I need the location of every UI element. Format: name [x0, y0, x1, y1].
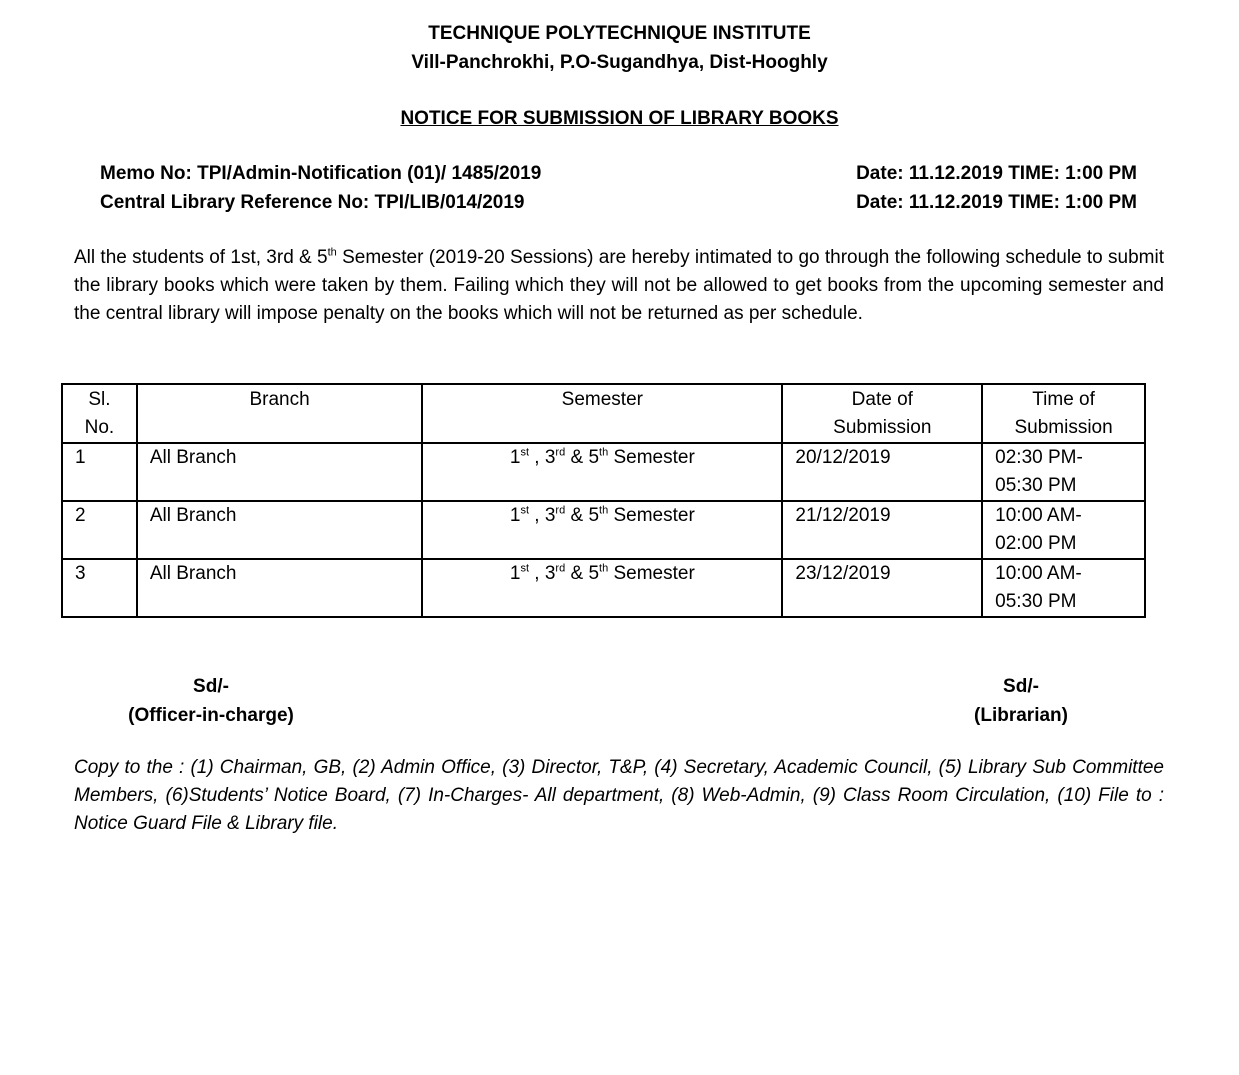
cell-semester: 1st , 3rd & 5th Semester	[422, 443, 782, 501]
signature-librarian	[936, 672, 1106, 730]
memo-number: Memo No: TPI/Admin-Notification (01)/ 1485/2019	[100, 163, 542, 184]
cell-branch: All Branch	[137, 443, 422, 501]
cell-time: 10:00 AM- 05:30 PM	[982, 559, 1145, 617]
cell-semester: 1st , 3rd & 5th Semester	[422, 501, 782, 559]
cell-sl-no: 1	[62, 443, 137, 501]
signature-role: (Librarian)	[974, 705, 1068, 726]
institute-address: Vill-Panchrokhi, P.O-Sugandhya, Dist-Hooghly	[411, 52, 828, 73]
signature-sd: Sd/-	[193, 676, 229, 697]
intro-superscript: th	[327, 246, 337, 259]
table-row	[62, 443, 1145, 501]
cell-date: 20/12/2019	[782, 443, 982, 501]
intro-text-rest: Semester (2019-20 Sessions) are hereby intimated to go through the following schedule to submit the library books which were taken by them. Failing which they will not be allowed to get books from the upcoming semester and the central library will impose penalty on the books which will not be returned as per schedule.	[74, 247, 1165, 324]
signature-role: (Officer-in-charge)	[128, 705, 294, 726]
memo-date-time: Date: 11.12.2019 TIME: 1:00 PM	[856, 163, 1137, 184]
copy-to-list: Copy to the : (1) Chairman, GB, (2) Admin Office, (3) Director, T&P, (4) Secretary, Academic Council, (5) Library Sub Committee Members, (6)Students’ Notice Board, (7) In-Charges- All department, (8) Web-Admin, (9) Class Room Circulation, (10) File to : Notice Guard File & Library file.	[74, 757, 1164, 834]
cell-date: 21/12/2019	[782, 501, 982, 559]
signature-officer-in-charge	[106, 672, 316, 730]
cell-time: 02:30 PM- 05:30 PM	[982, 443, 1145, 501]
table-header-row	[62, 384, 1145, 443]
library-reference-number: Central Library Reference No: TPI/LIB/014/2019	[100, 192, 525, 213]
cell-time: 10:00 AM- 02:00 PM	[982, 501, 1145, 559]
header-sl-no: Sl. No.	[62, 384, 137, 443]
header-branch: Branch	[137, 384, 422, 443]
header-semester: Semester	[422, 384, 782, 443]
cell-semester: 1st , 3rd & 5th Semester	[422, 559, 782, 617]
reference-date-time: Date: 11.12.2019 TIME: 1:00 PM	[856, 192, 1137, 213]
table-row	[62, 501, 1145, 559]
cell-sl-no: 3	[62, 559, 137, 617]
cell-date: 23/12/2019	[782, 559, 982, 617]
cell-branch: All Branch	[137, 559, 422, 617]
signature-sd: Sd/-	[1003, 676, 1039, 697]
intro-paragraph	[74, 244, 1164, 328]
submission-schedule-table	[61, 383, 1146, 618]
intro-text-start: All the students of 1st, 3rd & 5	[74, 247, 328, 268]
cell-branch: All Branch	[137, 501, 422, 559]
institute-name: TECHNIQUE POLYTECHNIQUE INSTITUTE	[428, 23, 811, 44]
header-time-of-submission: Time of Submission	[982, 384, 1145, 443]
table-row	[62, 559, 1145, 617]
cell-sl-no: 2	[62, 501, 137, 559]
notice-title: NOTICE FOR SUBMISSION OF LIBRARY BOOKS	[400, 108, 839, 129]
header-date-of-submission: Date of Submission	[782, 384, 982, 443]
